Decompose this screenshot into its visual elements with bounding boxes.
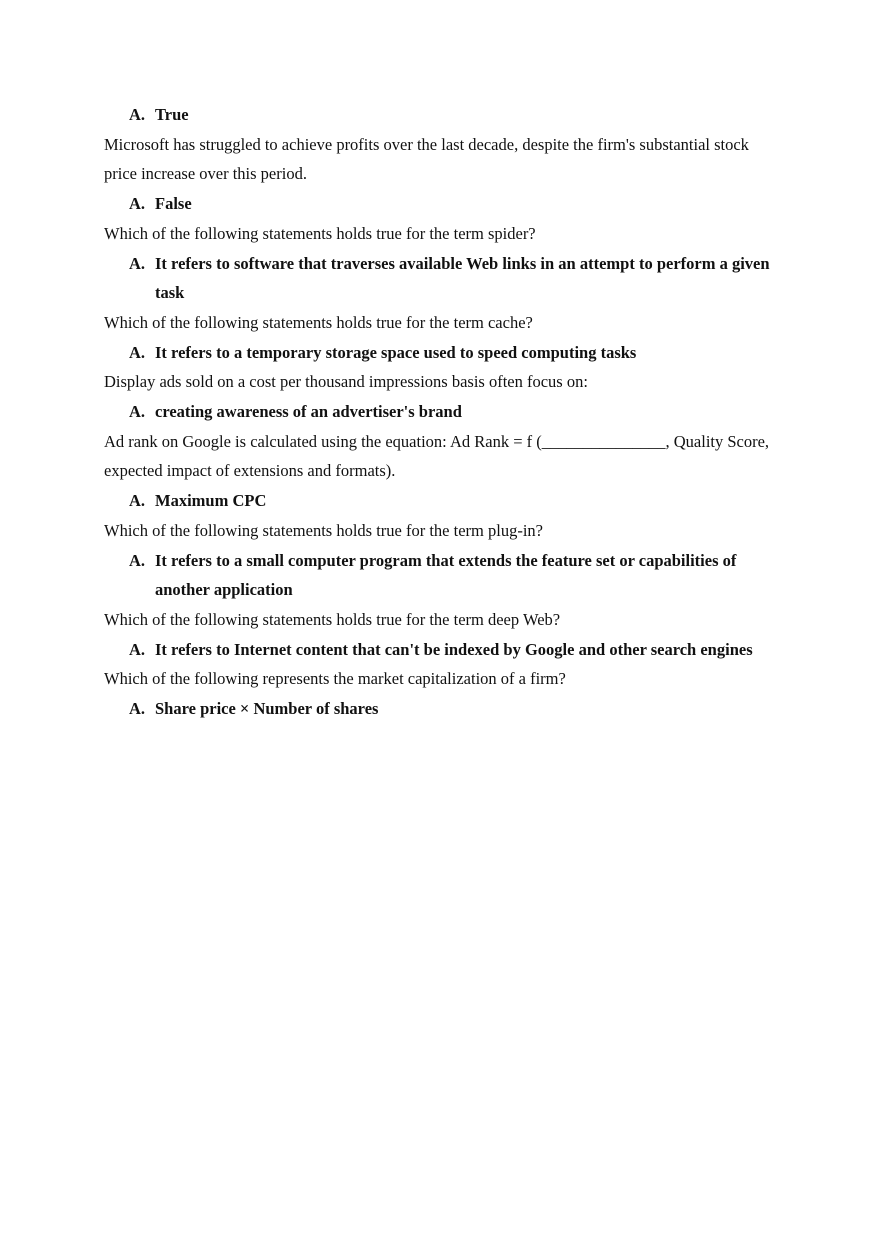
question-text: Which of the following represents the market capitalization of a firm? bbox=[104, 669, 566, 689]
answer-text: True bbox=[155, 105, 189, 124]
answer-text: Share price × Number of shares bbox=[155, 699, 379, 719]
answer-item bbox=[104, 635, 775, 665]
question-text: Ad rank on Google is calculated using the equation: Ad Rank = f (_______________, Quality Score, expected impact of extensions and formats). bbox=[104, 431, 770, 481]
answer-letter: A. bbox=[129, 105, 146, 124]
answer-item bbox=[104, 338, 775, 368]
answer-text: Maximum CPC bbox=[155, 491, 267, 511]
answer-text: It refers to software that traverses available Web links in an attempt to perform a given task bbox=[155, 253, 770, 303]
question-text: Microsoft has struggled to achieve profits over the last decade, despite the firm's substantial stock price increase over this period. bbox=[104, 134, 749, 184]
answer-letter: A. bbox=[129, 550, 146, 570]
answer-text: creating awareness of an advertiser's brand bbox=[155, 402, 462, 422]
answer-text: It refers to a temporary storage space used to speed computing tasks bbox=[155, 342, 637, 362]
answer-item bbox=[104, 249, 775, 308]
answer-text: It refers to Internet content that can't be indexed by Google and other search engines bbox=[155, 639, 753, 659]
answer-text: False bbox=[155, 194, 192, 214]
answer-letter: A. bbox=[129, 253, 146, 273]
question-text: Which of the following statements holds true for the term cache? bbox=[104, 312, 533, 332]
answer-letter: A. bbox=[129, 402, 146, 422]
answer-item bbox=[104, 397, 775, 427]
answer-item bbox=[104, 100, 775, 130]
question-text: Which of the following statements holds true for the term spider? bbox=[104, 223, 536, 243]
answer-letter: A. bbox=[129, 639, 146, 659]
question-text: Which of the following statements holds true for the term plug-in? bbox=[104, 520, 543, 540]
answer-letter: A. bbox=[129, 342, 146, 362]
question-text: Display ads sold on a cost per thousand impressions basis often focus on: bbox=[104, 372, 588, 392]
answer-text: It refers to a small computer program that extends the feature set or capabilities of another application bbox=[155, 550, 737, 600]
answer-item bbox=[104, 694, 775, 724]
answer-item bbox=[104, 546, 775, 605]
answer-item bbox=[104, 189, 775, 219]
answer-item bbox=[104, 486, 775, 516]
question-text: Which of the following statements holds true for the term deep Web? bbox=[104, 609, 561, 629]
answer-letter: A. bbox=[129, 194, 146, 214]
document-body bbox=[104, 100, 784, 724]
answer-letter: A. bbox=[129, 699, 146, 719]
answer-letter: A. bbox=[129, 491, 146, 511]
